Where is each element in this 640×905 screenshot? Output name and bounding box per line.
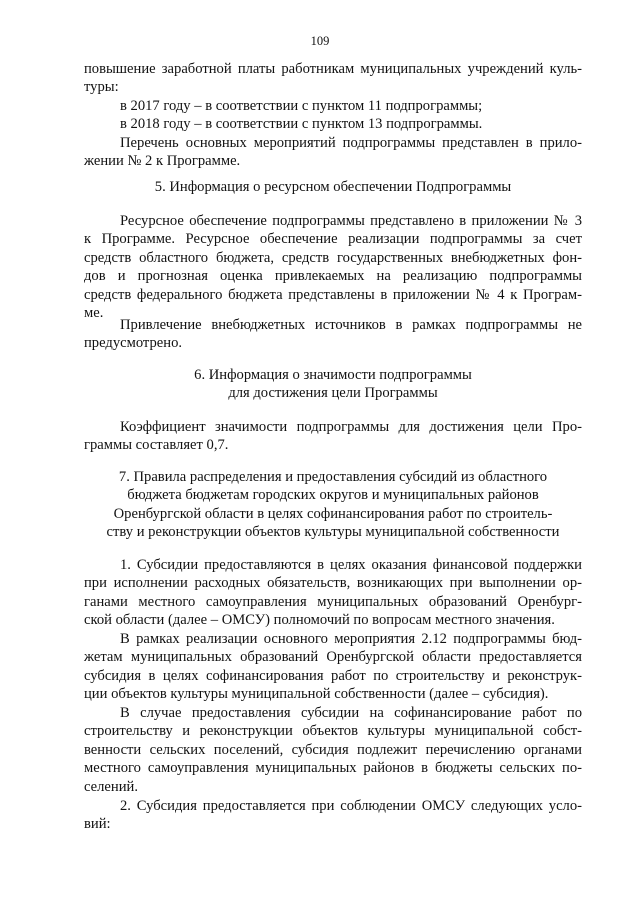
text-line: В рамках реализации основного мероприятия 2.12 подпрограммы бюд- [120,631,582,647]
section-5-paragraph-2 [84,316,582,353]
text-line: ганами местного самоуправления муниципальных образований Оренбург- [84,593,582,610]
text-line: дов и прогнозная оценка привлекаемых на реализацию подпрограммы [84,268,582,285]
text-line: субсидия в целях софинансирования работ по строительству и реконструк- [84,667,582,684]
text-line: ме. [84,305,104,322]
text-line: средств областного бюджета, средств государственных внебюджетных фон- [84,249,582,266]
events-paragraph [84,134,582,171]
text-line: строительству и реконструкции объектов культуры муниципальной собст- [84,723,582,740]
years-list [84,97,582,134]
section-5-heading [84,178,582,196]
text-line: при исполнении расходных обязательств, возникающих при выполнении ор- [84,575,582,592]
text-line: средств федерального бюджета представлены в приложении № 4 к Програм- [84,286,582,303]
text-line: 2. Субсидия предоставляется при соблюдении ОМСУ следующих усло- [120,798,582,814]
text-line: ской области (далее – ОМСУ) полномочий по вопросам местного значения. [84,612,555,629]
heading-line: Оренбургской области в целях софинансирования работ по строитель- [113,505,553,522]
section-6-paragraph-1 [84,418,582,455]
section-7-paragraph-2 [84,630,582,704]
heading-line: бюджета бюджетам городских округов и муниципальных районов [127,487,539,504]
heading-line: для достижения цели Программы [228,385,438,402]
section-7-heading [84,468,582,542]
text-line: венности сельских поселений, субсидия подлежит перечислению органами [84,741,582,758]
text-line: Привлечение внебюджетных источников в рамках подпрограммы не [120,317,582,333]
section-5-paragraph-1 [84,212,582,322]
heading-line: ству и реконструкции объектов культуры муниципальной собственности [106,524,560,541]
section-7-paragraph-1 [84,556,582,630]
text-line: селений. [84,778,138,795]
text-line: Ресурсное обеспечение подпрограммы представлено в приложении № 3 [120,213,582,229]
text-line: к Программе. Ресурсное обеспечение реализации подпрограммы за счет [84,231,582,248]
heading-line: 7. Правила распределения и предоставления субсидий из областного [118,469,548,485]
text-line: жетам муниципальных образований Оренбургской области предоставляется [84,649,582,666]
text-line: местного самоуправления муниципальных районов в бюджеты сельских по- [84,760,582,777]
page-number: 109 [310,34,330,48]
section-7-paragraph-4 [84,797,582,834]
text-line: 1. Субсидии предоставляются в целях оказания финансовой поддержки [120,557,582,573]
text-line: повышение заработной платы работникам муниципальных учреждений куль- [84,61,582,77]
text-line: жении № 2 к Программе. [84,153,241,170]
year-item-2018: в 2018 году – в соответствии с пунктом 13 подпрограммы. [120,116,483,133]
text-line: туры: [84,79,119,96]
text-line: предусмотрено. [84,335,183,352]
text-line: граммы составляет 0,7. [84,437,229,454]
heading-line: 5. Информация о ресурсном обеспечении Подпрограммы [154,179,512,195]
section-6-heading [84,366,582,403]
text-line: вий: [84,816,111,833]
text-line: ции объектов культуры муниципальной собственности (далее – субсидия). [84,686,549,703]
heading-line: 6. Информация о значимости подпрограммы [194,367,472,383]
year-item-2017: в 2017 году – в соответствии с пунктом 11 подпрограммы; [120,98,483,114]
text-line: В случае предоставления субсидии на софинансирование работ по [120,705,582,721]
intro-paragraph [84,60,582,97]
text-line: Перечень основных мероприятий подпрограммы представлен в прило- [120,135,582,151]
section-7-paragraph-3 [84,704,582,796]
text-line: Коэффициент значимости подпрограммы для достижения цели Про- [120,419,582,435]
